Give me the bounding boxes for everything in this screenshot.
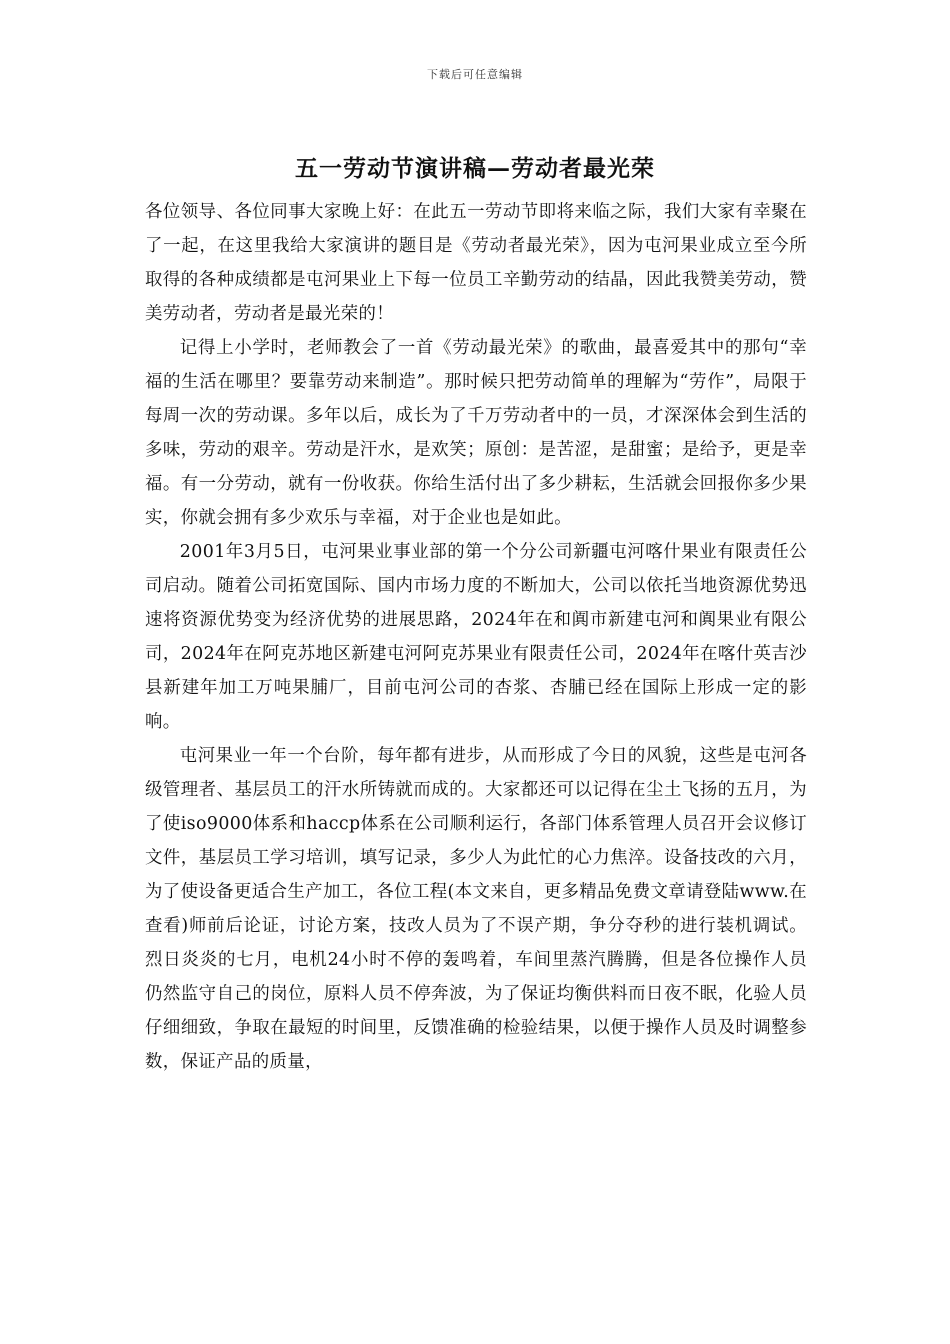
paragraph-progress: 屯河果业一年一个台阶，每年都有进步，从而形成了今日的风貌，这些是屯河各级管理者、基层员工的汗水所铸就而成的。大家都还可以记得在尘土飞扬的五月，为了使iso9000体系和haccp体系在公司顺利运行，各部门体系管理人员召开会议修订文件，基层员工学习培训，填写记录，多少人为此忙的心力焦淬。设备技改的六月，为了使设备更适合生产加工，各位工程(本文来自，更多精品免费文章请登陆www.在查看)师前后论证，讨论方案，技改人员为了不误产期，争分夺秒的进行装机调试。烈日炎炎的七月，电机24小时不停的轰鸣着，车间里蒸汽腾腾，但是各位操作人员仍然监守自己的岗位，原料人员不停奔波，为了保证均衡供料而日夜不眠，化验人员仔细细致，争取在最短的时间里，反馈准确的检验结果，以便于操作人员及时调整参数，保证产品的质量， [145,746,807,1072]
paragraph-company-history: 2001年3月5日，屯河果业事业部的第一个分公司新疆屯河喀什果业有限责任公司启动。随着公司拓宽国际、国内市场力度的不断加大，公司以依托当地资源优势迅速将资源优势变为经济优势的进展思路，2024年在和阗市新建屯河和阗果业有限公司，2024年在阿克苏地区新建屯河阿克苏果业有限责任公司，2024年在喀什英吉沙县新建年加工万吨果脯厂，目前屯河公司的杏浆、杏脯已经在国际上形成一定的影响。 [145,542,807,732]
header-note: 下载后可任意编辑 [427,68,523,81]
document-title: 五一劳动节演讲稿—劳动者最光荣 [295,155,655,182]
paragraph-childhood: 记得上小学时，老师教会了一首《劳动最光荣》的歌曲，最喜爱其中的那句“幸福的生活在哪里？要靠劳动来制造”。那时候只把劳动简单的理解为“劳作”，局限于每周一次的劳动课。多年以后，成长为了千万劳动者中的一员，才深深体会到生活的多味，劳动的艰辛。劳动是汗水，是欢笑；原创：是苦涩，是甜蜜；是给予，更是幸福。有一分劳动，就有一份收获。你给生活付出了多少耕耘，生活就会回报你多少果实，你就会拥有多少欢乐与幸福，对于企业也是如此。 [145,338,807,528]
paragraph-greeting: 各位领导、各位同事大家晚上好：在此五一劳动节即将来临之际，我们大家有幸聚在了一起，在这里我给大家演讲的题目是《劳动者最光荣》，因为屯河果业成立至今所取得的各种成绩都是屯河果业上下每一位员工辛勤劳动的结晶，因此我赞美劳动，赞美劳动者，劳动者是最光荣的！ [145,202,807,324]
document-body [145,195,807,1079]
